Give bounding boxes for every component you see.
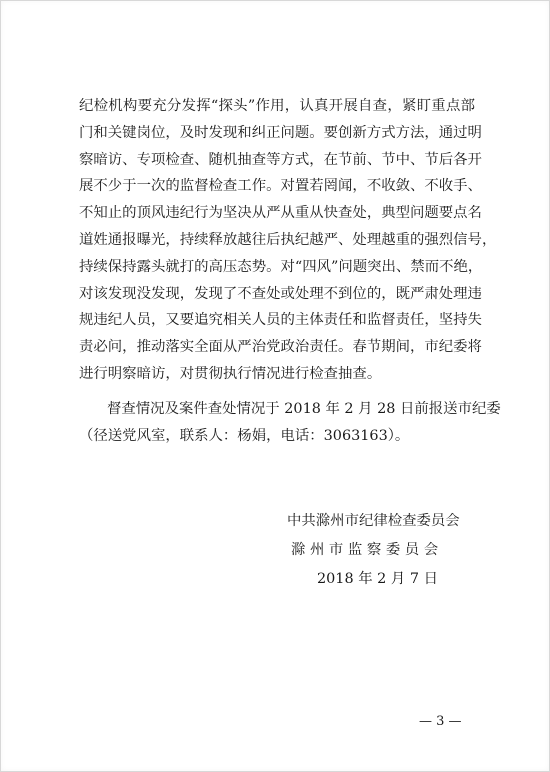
paragraph-line: 展不少于一次的监督检查工作。对置若罔闻，不收敛、不收手、 (79, 178, 482, 195)
paragraph-line: 道姓通报曝光，持续释放越往后执纪越严、处理越重的强烈信号， (79, 231, 497, 248)
paragraph-line: 纪检机构要充分发挥“探头”作用，认真开展自查，紧盯重点部 (79, 98, 475, 114)
paragraph-line: 督查情况及案件查处情况于 2018 年 2 月 28 日前报送市纪委 (107, 400, 501, 417)
paragraph-inspection-requirements (79, 93, 497, 388)
document-body (79, 93, 501, 449)
signature-date: 2018 年 2 月 7 日 (317, 571, 438, 587)
signature-org-supervisory-commission: 滁 州 市 监 察 委 员 会 (291, 542, 439, 558)
paragraph-report-deadline (79, 396, 501, 450)
page-number: — 3 — (419, 714, 462, 729)
signature-org-discipline-commission: 中共滁州市纪律检查委员会 (287, 513, 460, 529)
paragraph-line: 规违纪人员，又要追究相关人员的主体责任和监督责任，坚持失 (79, 312, 482, 329)
paragraph-line: 不知止的顶风违纪行为坚决从严从重从快查处，典型问题要点名 (79, 205, 482, 222)
paragraph-line: （径送党风室，联系人：杨娟，电话：3063163）。 (79, 427, 410, 444)
paragraph-line: 察暗访、专项检查、随机抽查等方式，在节前、节中、节后各开 (79, 151, 482, 168)
paragraph-line: 持续保持露头就打的高压态势。对“四风”问题突出、禁而不绝， (79, 258, 483, 275)
paragraph-line: 门和关键岗位，及时发现和纠正问题。要创新方式方法，通过明 (79, 124, 482, 141)
paragraph-line: 责必问，推动落实全面从严治党政治责任。春节期间，市纪委将 (79, 339, 482, 356)
paragraph-line: 进行明察暗访，对贯彻执行情况进行检查抽查。 (79, 365, 382, 382)
paragraph-line: 对该发现没发现，发现了不查处或处理不到位的，既严肃处理违 (79, 285, 482, 302)
